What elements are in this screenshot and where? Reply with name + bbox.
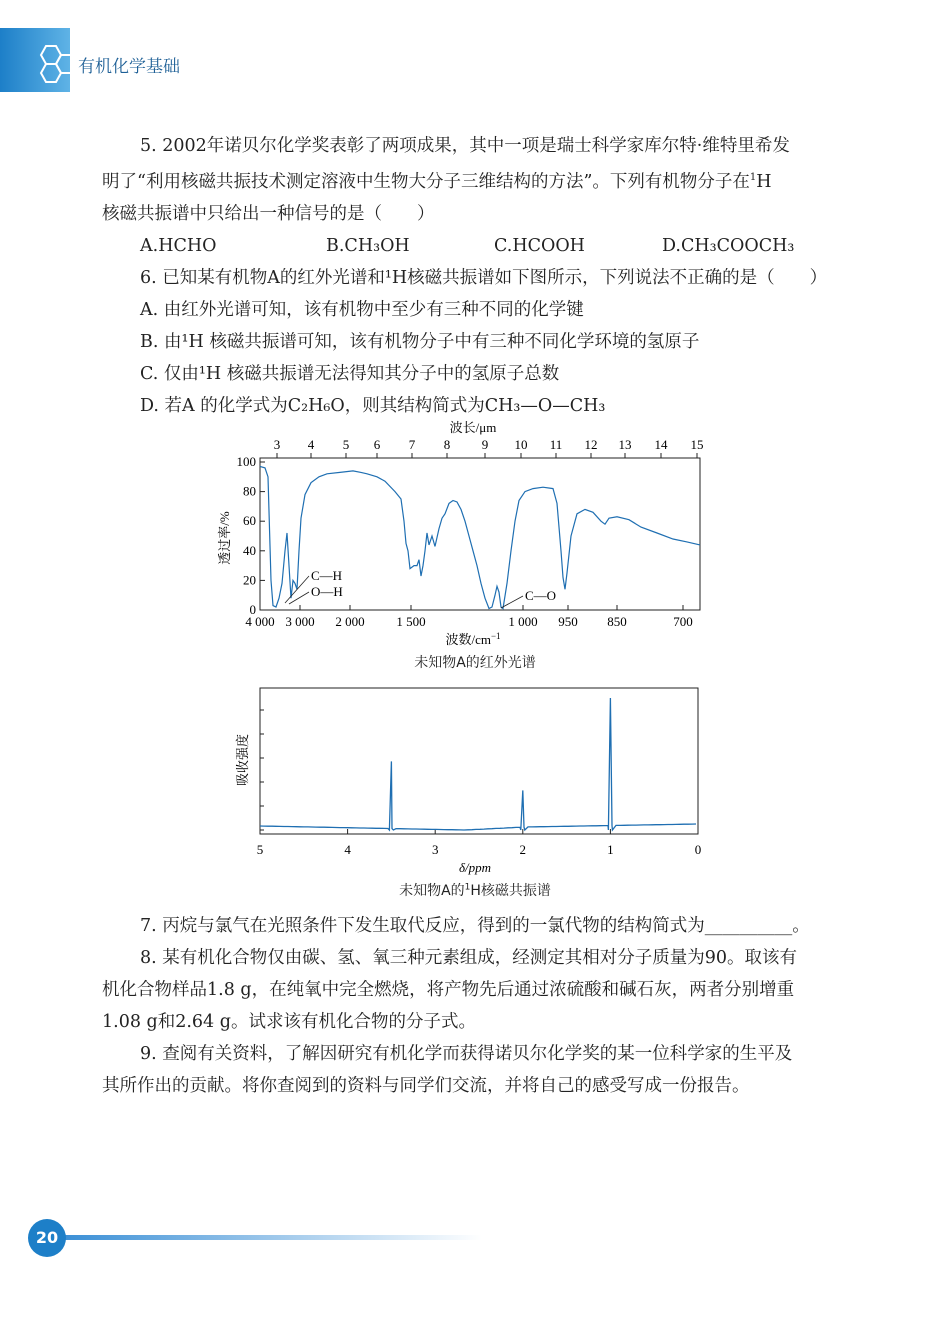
q6-option-c: C. 仅由¹H 核磁共振谱无法得知其分子中的氢原子总数: [140, 363, 560, 384]
q5-options: [102, 230, 854, 262]
ir-x2-tick-label: 14: [654, 437, 668, 452]
nmr-x-tick-label: 0: [694, 842, 702, 857]
ir-x2-tick-label: 10: [514, 437, 528, 452]
questions-bottom: [102, 910, 854, 1102]
nmr-caption: 未知物A的$^1$H核磁共振谱: [399, 882, 551, 899]
ir-annotation-oh: O—H: [311, 584, 343, 599]
ir-x2-tick-label: 8: [443, 437, 451, 452]
nmr-x-tick-label: 5: [256, 842, 264, 857]
ir-x-tick-label: 850: [607, 614, 627, 629]
ir-x2-tick-label: 6: [373, 437, 381, 452]
q5-line2-h: H: [756, 171, 772, 192]
ir-y-tick-label: 40: [243, 542, 256, 558]
nmr-x-tick-label: 1: [607, 842, 614, 857]
nmr-y-ticks: [260, 710, 264, 830]
ir-x-label: 波数$/cm^{-1}$: [445, 631, 501, 647]
q6-option-a: A. 由红外光谱可知，该有机物中至少有三种不同的化学键: [140, 299, 584, 320]
ir-y-tick-label: 80: [243, 483, 256, 499]
footer-line: [62, 1235, 482, 1240]
ir-x2-ticks: [274, 437, 704, 458]
ir-x2-tick-label: 15: [690, 437, 704, 452]
ir-x-tick-label: 950: [558, 614, 578, 629]
ir-x-tick-label: 4 000: [245, 614, 275, 629]
ir-x2-tick-label: 11: [549, 437, 563, 452]
q8-line2: 机化合物样品1.8 g，在纯氧中完全燃烧，将产物先后通过浓硫酸和碱石灰，两者分别增重: [102, 980, 795, 1000]
q6-stem: 6. 已知某有机物A的红外光谱和¹H核磁共振谱如下图所示，下列说法不正确的是（ ）: [140, 267, 828, 288]
ir-annotation-co: C—O: [525, 588, 557, 603]
ir-x2-tick-label: 7: [408, 437, 416, 452]
nmr-x-tick-label: 4: [344, 842, 351, 857]
ir-y-tick-label: 60: [243, 513, 256, 529]
ir-x2-tick-label: 9: [481, 437, 489, 452]
q6-option-b: B. 由¹H 核磁共振谱可知，该有机物分子中有三种不同化学环境的氢原子: [140, 331, 700, 352]
ir-x2-label: 波长/μm: [449, 420, 497, 435]
ir-annotation-ch: C—H: [311, 568, 343, 583]
q8-line1: 8. 某有机化合物仅由碳、氢、氧三种元素组成，经测定其相对分子质量为90。取该有: [140, 948, 798, 968]
q5-line2-sup: 1: [749, 172, 757, 183]
ir-x-tick-label: 3 000: [285, 614, 315, 629]
ir-y-label: 透过率/%: [217, 511, 232, 565]
ir-x2-tick-label: 12: [584, 437, 598, 452]
ir-x-tick-label: 1 500: [396, 614, 426, 629]
q5-option-b: B.CH₃OH: [326, 235, 410, 256]
nmr-x-tick-label: 2: [519, 842, 527, 857]
q5-option-c: C.HCOOH: [494, 235, 585, 256]
q9-line1: 9. 查阅有关资料，了解因研究有机化学而获得诺贝尔化学奖的某一位科学家的生平及: [140, 1044, 793, 1064]
q7: 7. 丙烷与氯气在光照条件下发生取代反应，得到的一氯代物的结构简式为__________。: [140, 916, 810, 936]
q5-line2-text: 明了“利用核磁共振技术测定溶液中生物大分子三维结构的方法”。下列有机物分子在: [102, 171, 750, 192]
ir-x-tick-label: 2 000: [335, 614, 365, 629]
ir-y-ticks: [237, 454, 266, 617]
hexagon-logo-icon: [30, 40, 80, 90]
ir-x-tick-label: 1 000: [508, 614, 538, 629]
book-title: 有机化学基础: [78, 57, 180, 77]
q9-line2: 其所作出的贡献。将你查阅到的资料与同学们交流，并将自己的感受写成一份报告。: [102, 1076, 750, 1096]
nmr-curve: [260, 698, 696, 830]
ir-x-tick-label: 700: [673, 614, 693, 629]
ir-caption: 未知物A的红外光谱: [414, 655, 536, 671]
page-number: 20: [28, 1219, 66, 1257]
ir-x-ticks: [245, 605, 692, 629]
ir-x2-tick-label: 3: [273, 437, 281, 452]
q5-line2: [102, 162, 854, 198]
ir-spectrum-chart: [205, 418, 725, 673]
nmr-spectrum-chart: [225, 680, 715, 880]
q5-option-d: D.CH₃COOCH₃: [662, 235, 795, 256]
ir-y-tick-label: 0: [249, 602, 256, 617]
questions-top: [102, 130, 854, 422]
ir-x2-tick-label: 5: [342, 437, 350, 452]
ir-y-tick-label: 20: [243, 572, 256, 588]
nmr-x-tick-label: 3: [431, 842, 439, 857]
nmr-y-label: 吸收强度: [235, 733, 250, 787]
q5-option-a: A.HCHO: [140, 235, 217, 256]
q5-line1: 5. 2002年诺贝尔化学奖表彰了两项成果，其中一项是瑞士科学家库尔特·维特里希发: [140, 136, 790, 156]
ir-x2-tick-label: 13: [618, 437, 632, 452]
ir-y-tick-label: 100: [236, 454, 256, 469]
ir-x2-tick-label: 4: [307, 437, 315, 452]
q8-line3: 1.08 g和2.64 g。试求该有机化合物的分子式。: [102, 1012, 476, 1032]
nmr-x-ticks: [257, 829, 702, 857]
q5-line3: 核磁共振谱中只给出一种信号的是（ ）: [102, 203, 435, 224]
nmr-x-label: δ/ppm: [458, 860, 492, 875]
q6-option-d: D. 若A 的化学式为C₂H₆O，则其结构简式为CH₃—O—CH₃: [140, 395, 606, 416]
